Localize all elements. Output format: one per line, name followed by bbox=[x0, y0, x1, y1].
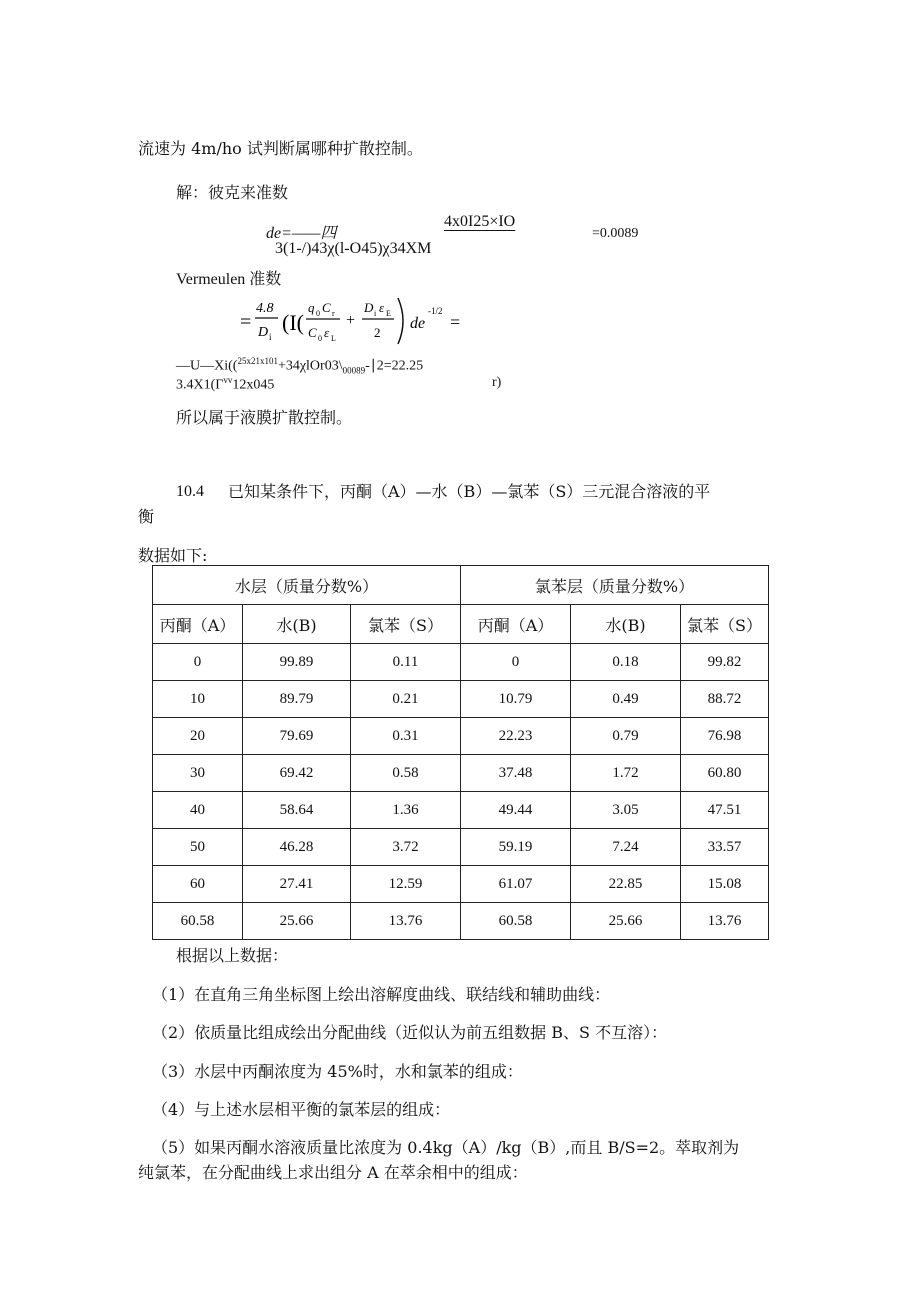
task-item-3: （3）水层中丙酮浓度为 45%时，水和氯苯的组成： bbox=[152, 1062, 523, 1081]
task-item-5-continued: 纯氯苯，在分配曲线上求出组分 A 在萃余相中的组成： bbox=[138, 1163, 528, 1182]
svg-text:2: 2 bbox=[374, 325, 381, 340]
intro-line: 流速为 4m∕ho 试判断属哪种扩散控制。 bbox=[138, 139, 423, 158]
column-header: 氯苯（S） bbox=[351, 605, 461, 644]
table-cell: 50 bbox=[153, 829, 243, 866]
problem-text-line1: 已知某条件下，丙酮（A）—水（B）—氯苯（S）三元混合溶液的平 bbox=[228, 482, 711, 501]
table-row bbox=[153, 644, 769, 681]
table-cell: 25.66 bbox=[243, 903, 351, 940]
table-cell: 15.08 bbox=[681, 866, 769, 903]
svg-text:i: i bbox=[269, 332, 272, 342]
table-cell: 99.82 bbox=[681, 644, 769, 681]
de-numerator: 4x0I25×IO bbox=[444, 213, 516, 230]
task-item-2: （2）依质量比组成绘出分配曲线（近似认为前五组数据 B、S 不互溶）： bbox=[152, 1023, 668, 1042]
column-header: 氯苯（S） bbox=[681, 605, 769, 644]
column-header: 水(B) bbox=[571, 605, 681, 644]
group-header-water-layer: 水层（质量分数%） bbox=[153, 566, 461, 605]
table-cell: 37.48 bbox=[461, 755, 571, 792]
column-header: 丙酮（A） bbox=[153, 605, 243, 644]
table-cell: 13.76 bbox=[351, 903, 461, 940]
table-row bbox=[153, 866, 769, 903]
table-cell: 0.49 bbox=[571, 681, 681, 718]
tasks-lead: 根据以上数据： bbox=[176, 946, 289, 965]
table-cell: 60.80 bbox=[681, 755, 769, 792]
table-cell: 0 bbox=[461, 644, 571, 681]
table-cell: 88.72 bbox=[681, 681, 769, 718]
table-cell: 89.79 bbox=[243, 681, 351, 718]
formula-exponent: -1/2 bbox=[428, 306, 443, 316]
table-cell: 0 bbox=[153, 644, 243, 681]
table-cell: 13.76 bbox=[681, 903, 769, 940]
vermeulen-label: Vermeulen 准数 bbox=[176, 271, 282, 288]
svg-text:i: i bbox=[374, 309, 377, 318]
de-denominator: 3(1-/)43χ(l-O45)χ34XM bbox=[275, 240, 432, 257]
vermeulen-line-3: $—U—Xi((^{25x21x101}+34\chi lOr03\backslash_{00089}-∣2=22.25$ bbox=[176, 356, 424, 376]
table-cell: 33.57 bbox=[681, 829, 769, 866]
table-cell: 20 bbox=[153, 718, 243, 755]
table-cell: 60.58 bbox=[153, 903, 243, 940]
table-cell: 58.64 bbox=[243, 792, 351, 829]
table-cell: 61.07 bbox=[461, 866, 571, 903]
table-cell: 0.21 bbox=[351, 681, 461, 718]
table-cell: 47.51 bbox=[681, 792, 769, 829]
svg-text:ε: ε bbox=[379, 300, 385, 315]
table-row bbox=[153, 718, 769, 755]
table-cell: 99.89 bbox=[243, 644, 351, 681]
group-header-chlorobenzene-layer: 氯苯层（质量分数%） bbox=[461, 566, 769, 605]
table-cell: 76.98 bbox=[681, 718, 769, 755]
task-item-4: （4）与上述水层相平衡的氯苯层的组成： bbox=[152, 1100, 451, 1119]
vermeulen-line-4-r: r) bbox=[492, 375, 502, 390]
table-cell: 46.28 bbox=[243, 829, 351, 866]
svg-text:D: D bbox=[364, 300, 374, 315]
de-result: =0.0089 bbox=[592, 226, 639, 241]
table-cell: 1.72 bbox=[571, 755, 681, 792]
table-cell: 0.58 bbox=[351, 755, 461, 792]
svg-text:q: q bbox=[308, 300, 315, 315]
solution-label: 解：彼克来准数 bbox=[176, 183, 289, 202]
table-cell: 40 bbox=[153, 792, 243, 829]
svg-text:=: = bbox=[240, 311, 252, 333]
table-cell: 59.19 bbox=[461, 829, 571, 866]
table-cell: 1.36 bbox=[351, 792, 461, 829]
problem-text-line3: 数据如下: bbox=[138, 546, 208, 565]
vermeulen-formula-image bbox=[238, 292, 468, 350]
svg-text:D: D bbox=[258, 325, 269, 340]
table-cell: 60.58 bbox=[461, 903, 571, 940]
table-cell: 10.79 bbox=[461, 681, 571, 718]
table-cell: 12.59 bbox=[351, 866, 461, 903]
table-row bbox=[153, 903, 769, 940]
table-cell: 7.24 bbox=[571, 829, 681, 866]
table-row bbox=[153, 829, 769, 866]
table-cell: 0.18 bbox=[571, 644, 681, 681]
svg-text:C: C bbox=[308, 325, 317, 340]
table-cell: 3.72 bbox=[351, 829, 461, 866]
table-cell: 22.23 bbox=[461, 718, 571, 755]
table-cell: 3.05 bbox=[571, 792, 681, 829]
conclusion: 所以属于液膜扩散控制。 bbox=[176, 408, 353, 427]
svg-text:E: E bbox=[386, 309, 391, 318]
svg-text:0: 0 bbox=[318, 334, 322, 343]
table-cell: 0.31 bbox=[351, 718, 461, 755]
svg-text:r: r bbox=[332, 309, 335, 318]
task-item-1: （1）在直角三角坐标图上绘出溶解度曲线、联结线和辅助曲线： bbox=[152, 985, 611, 1004]
table-cell: 69.42 bbox=[243, 755, 351, 792]
table-cell: 25.66 bbox=[571, 903, 681, 940]
table-cell: 0.79 bbox=[571, 718, 681, 755]
vermeulen-line-4: $3.4X1(\Gamma^{vv}12x045$ bbox=[176, 375, 275, 393]
problem-text-line2: 衡 bbox=[138, 507, 155, 526]
task-item-5: （5）如果丙酮水溶液质量比浓度为 0.4kg（A）∕kg（B）,而且 B∕S=2。萃取剂为 bbox=[152, 1138, 740, 1157]
column-header: 水(B) bbox=[243, 605, 351, 644]
svg-text:0: 0 bbox=[316, 309, 320, 318]
column-header: 丙酮（A） bbox=[461, 605, 571, 644]
svg-text:C: C bbox=[322, 300, 331, 315]
table-cell: 49.44 bbox=[461, 792, 571, 829]
svg-text:de: de bbox=[410, 315, 426, 332]
table-cell: 0.11 bbox=[351, 644, 461, 681]
svg-text:+: + bbox=[346, 312, 356, 329]
table-cell: 27.41 bbox=[243, 866, 351, 903]
table-row bbox=[153, 681, 769, 718]
problem-number: 10.4 bbox=[176, 483, 204, 500]
table-cell: 79.69 bbox=[243, 718, 351, 755]
de-lhs: de=——四 bbox=[266, 225, 337, 242]
svg-text:=: = bbox=[450, 312, 461, 332]
table-cell: 22.85 bbox=[571, 866, 681, 903]
table-cell: 30 bbox=[153, 755, 243, 792]
table-row bbox=[153, 792, 769, 829]
table-row bbox=[153, 755, 769, 792]
svg-text:L: L bbox=[331, 334, 336, 343]
table-cell: 10 bbox=[153, 681, 243, 718]
table-cell: 60 bbox=[153, 866, 243, 903]
svg-text:4.8: 4.8 bbox=[256, 301, 274, 316]
svg-text:ε: ε bbox=[324, 325, 330, 340]
equilibrium-data-table bbox=[152, 565, 769, 940]
svg-text:(I(: (I( bbox=[282, 310, 304, 335]
